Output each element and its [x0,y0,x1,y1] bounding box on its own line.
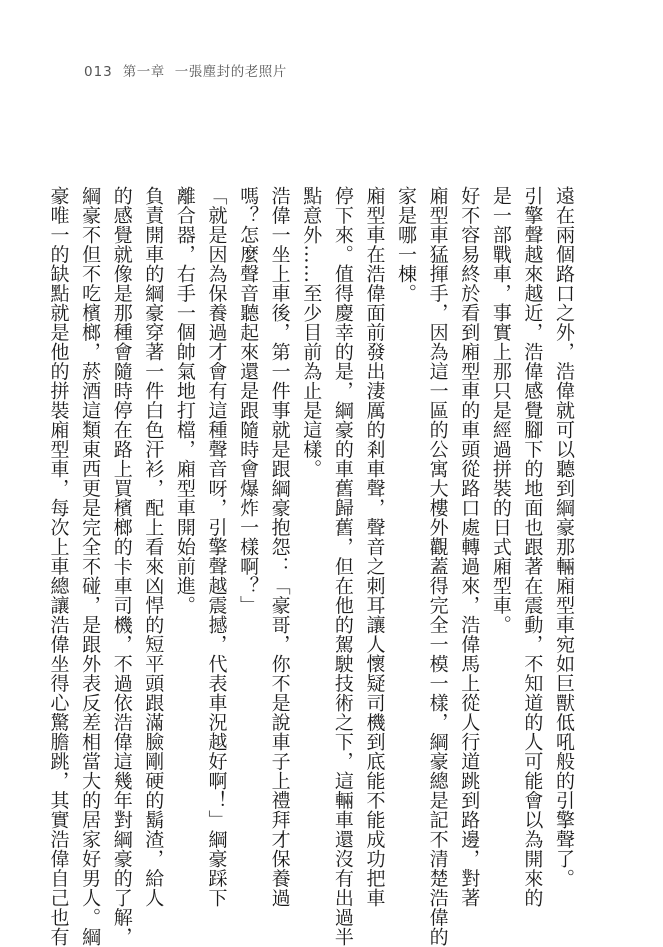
text-line: 廂型車在浩偉面前發出淒厲的剎車聲，聲音之刺耳讓人懷疑司機到底能不能成功把車 [363,186,386,908]
text-line: 負責開車的綱豪穿著一件白色汗衫，配上看來凶悍的短平頭跟滿臉剛硬的鬍渣，給人 [142,186,165,908]
text-line: 浩偉一坐上車後，第一件事就是跟綱豪抱怨：「豪哥，你不是說車子上禮拜才保養過 [268,186,291,908]
text-line: 嗎？怎麼聲音聽起來還是跟隨時會爆炸一樣啊？」 [237,186,260,615]
text-line: 停下來。值得慶幸的是，綱豪的車舊歸舊，但在他的駕駛技術之下，這輛車還沒有出過半 [331,186,354,947]
text-line: 家是哪一棟。 [395,186,418,303]
text-line: 遠在兩個路口之外，浩偉就可以聽到綱豪那輛廂型車宛如巨獸低吼般的引擎聲了。 [553,186,575,888]
text-line: 的感覺就像是那種會隨時停在路上買檳榔的卡車司機，不過依浩偉這幾年對綱豪的了解， [110,186,133,947]
text-line: 豪唯一的缺點就是他的拼裝廂型車，每次上車總讓浩偉坐得心驚膽跳，其實浩偉自己也有 [47,186,70,947]
chapter-label: 第一章 [122,64,165,80]
text-line: 綱豪不但不吃檳榔，菸酒這類東西更是完全不碰，是跟外表反差相當大的居家好男人。綱 [79,186,102,947]
body-text [42,186,579,947]
text-line: 是一部戰車，事實上那只是經過拼裝的日式廂型車。 [489,186,512,635]
text-line: 「就是因為保養過才會有這種聲音呀，引擎聲越震撼，代表車況越好啊！」綱豪踩下 [205,186,228,908]
text-line: 好不容易終於看到廂型車的車頭從路口處轉過來，浩偉馬上從人行道跳到路邊，對著 [458,186,481,908]
text-line: 離合器，右手一個帥氣地打檔，廂型車開始前進。 [173,186,196,615]
text-line: 引擎聲越來越近，浩偉感覺腳下的地面也跟著在震動，不知道的人可能會以為開來的 [521,186,544,908]
running-header [84,60,287,80]
page-number: 013 [84,64,113,80]
chapter-title: 一張塵封的老照片 [174,64,287,80]
text-line: 廂型車猛揮手，因為這一區的公寓大樓外觀蓋得完全一模一樣，綱豪總是記不清楚浩偉的 [426,186,449,947]
text-line: 點意外……至少目前為止是這樣。 [300,186,323,479]
